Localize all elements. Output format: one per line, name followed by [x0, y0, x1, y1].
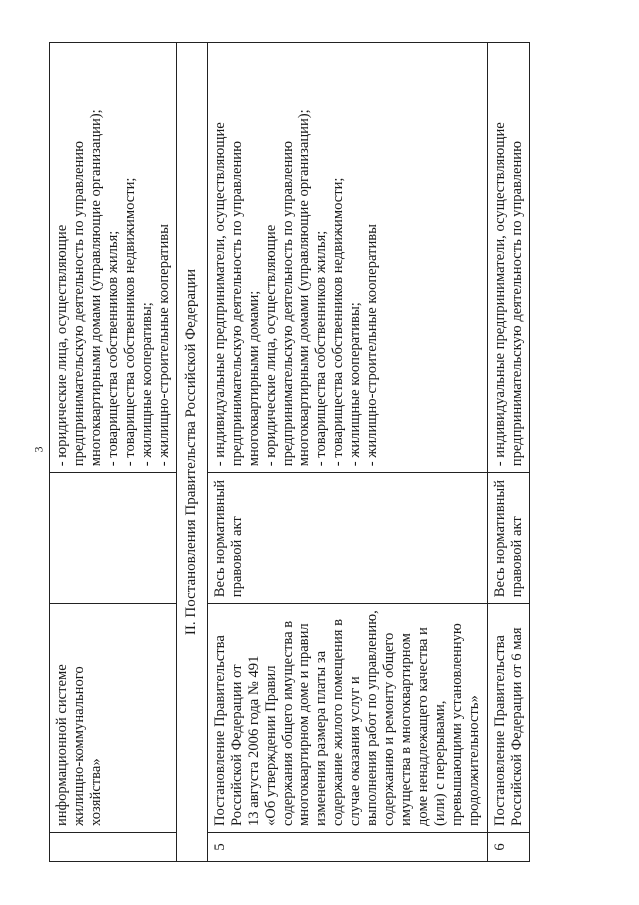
- table-row: [207, 43, 487, 862]
- entity-line: многоквартирными домами (управляющие организации);: [87, 109, 104, 467]
- section-title: II. Постановления Правительства Российской Федерации: [177, 43, 207, 862]
- act-name-line: случае оказания услуг и: [347, 676, 364, 826]
- entity-line: предпринимательскую деятельность по управлению: [279, 140, 296, 467]
- page-number: 3: [31, 446, 46, 453]
- entity-line: - юридические лица, осуществляющие: [262, 224, 279, 467]
- scope-cell: [50, 473, 177, 604]
- row-number: 6: [487, 833, 530, 862]
- act-name-cell: [50, 604, 177, 833]
- act-name-line: содержанию и ремонту общего: [381, 632, 398, 826]
- document-body: [49, 42, 589, 862]
- entity-line: - товарищества собственников недвижимости;: [330, 177, 347, 467]
- entity-line: предпринимательскую деятельность по управлению: [228, 140, 245, 467]
- act-name-line: хозяйства»: [87, 758, 104, 826]
- entities-cell: [50, 43, 177, 473]
- entity-line: многоквартирными домами (управляющие организации);: [296, 109, 313, 467]
- act-name-line: содержания общего имущества в: [279, 620, 296, 826]
- act-name-line: превышающими установленную: [448, 623, 465, 826]
- entity-line: - индивидуальные предприниматели, осуществляющие: [211, 122, 228, 467]
- act-name-line: «Об утверждении Правил: [262, 665, 279, 826]
- act-name-line: изменения размера платы за: [313, 650, 330, 826]
- act-name-line: Российской Федерации от 6 мая: [508, 627, 525, 826]
- entity-line: предпринимательскую деятельность по управлению: [508, 140, 525, 467]
- act-name-line: 13 августа 2006 года № 491: [245, 655, 262, 826]
- act-name-cell: [207, 604, 487, 833]
- table-row-continued: [50, 43, 177, 862]
- act-name-cell: [487, 604, 530, 833]
- entity-line: - жилищно-строительные кооперативы: [155, 224, 172, 467]
- act-name-line: (или) с перерывами,: [431, 700, 448, 826]
- table-row: [487, 43, 530, 862]
- rotated-page: [49, 42, 589, 862]
- entity-line: - жилищные кооперативы;: [138, 302, 155, 467]
- section-header-row: [177, 43, 207, 862]
- entities-cell: [487, 43, 530, 473]
- entity-line: - жилищные кооперативы;: [347, 302, 364, 467]
- scope-line: правовой акт: [508, 516, 525, 598]
- scope-line: Весь нормативный: [491, 479, 508, 598]
- act-name-line: доме ненадлежащего качества и: [414, 627, 431, 826]
- act-name-line: Постановление Правительства: [211, 635, 228, 826]
- act-name-line: продолжительность»: [465, 695, 482, 826]
- scope-line: правовой акт: [228, 516, 245, 598]
- entity-line: - индивидуальные предприниматели, осуществляющие: [491, 122, 508, 467]
- act-name-line: жилищно-коммунального: [70, 666, 87, 826]
- scope-cell: [487, 473, 530, 604]
- act-name-line: информационной системе: [54, 664, 70, 826]
- entity-line: - жилищно-строительные кооперативы: [364, 224, 381, 467]
- scope-cell: [207, 473, 487, 604]
- act-name-line: Постановление Правительства: [491, 635, 508, 826]
- regulations-table: [49, 42, 530, 862]
- entity-line: - юридические лица, осуществляющие: [54, 224, 70, 467]
- entities-cell: [207, 43, 487, 473]
- entity-line: предпринимательскую деятельность по управлению: [70, 140, 87, 467]
- entity-line: - товарищества собственников жилья;: [313, 230, 330, 467]
- scope-line: Весь нормативный: [211, 479, 228, 598]
- act-name-line: содержание жилого помещения в: [330, 618, 347, 826]
- entity-line: многоквартирными домами;: [245, 290, 262, 467]
- act-name-line: имущества в многоквартирном: [397, 633, 414, 826]
- act-name-line: многоквартирном доме и правил: [296, 623, 313, 826]
- act-name-line: выполнения работ по управлению,: [364, 610, 381, 826]
- entity-line: - товарищества собственников жилья;: [104, 230, 121, 467]
- row-number: 5: [207, 833, 487, 862]
- act-name-line: Российской Федерации от: [228, 664, 245, 826]
- row-number-cell: [50, 833, 177, 862]
- entity-line: - товарищества собственников недвижимости;: [121, 177, 138, 467]
